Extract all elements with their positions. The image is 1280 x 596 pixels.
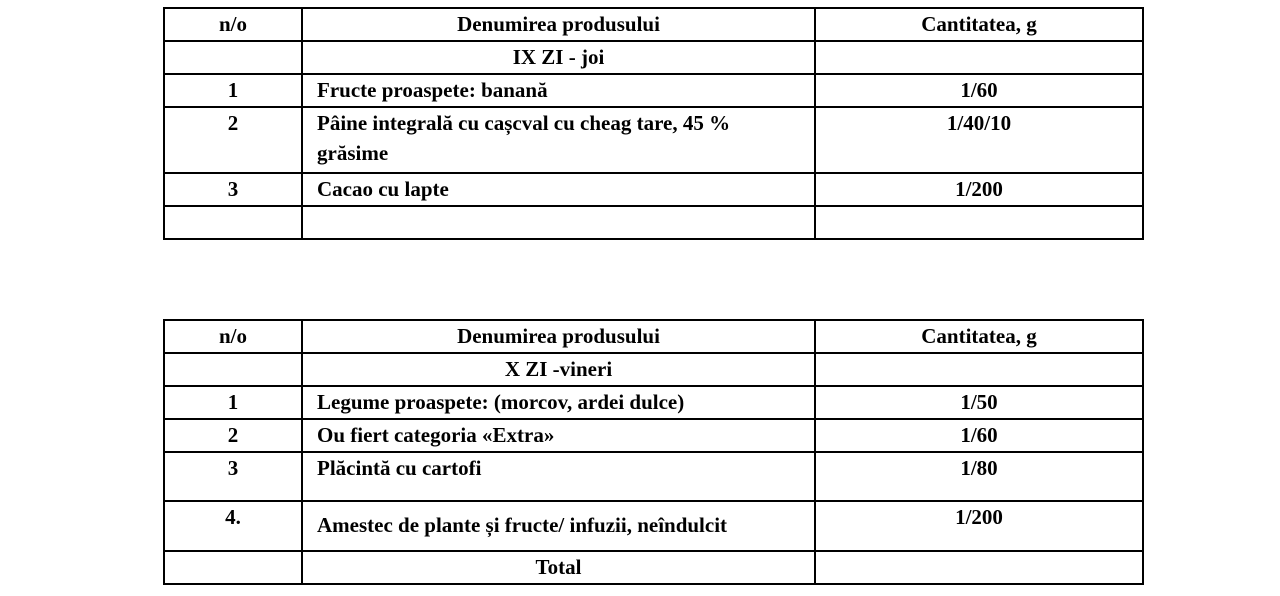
empty-row xyxy=(164,206,1143,239)
row-product-name: Amestec de plante și fructe/ infuzii, neîndulcit xyxy=(302,501,815,551)
row-quantity: 1/80 xyxy=(815,452,1143,501)
table-row xyxy=(164,173,1143,206)
row-product-name: Plăcintă cu cartofi xyxy=(302,452,815,501)
day-row xyxy=(164,353,1143,386)
day-label: IX ZI - joi xyxy=(302,41,815,74)
row-nr: 3 xyxy=(164,173,302,206)
total-row xyxy=(164,551,1143,584)
row-nr: 2 xyxy=(164,107,302,173)
header-quantity: Cantitatea, g xyxy=(815,320,1143,353)
table-header-row xyxy=(164,8,1143,41)
row-nr: 1 xyxy=(164,386,302,419)
row-nr: 2 xyxy=(164,419,302,452)
row-quantity: 1/60 xyxy=(815,74,1143,107)
day-label: X ZI -vineri xyxy=(302,353,815,386)
table-row xyxy=(164,501,1143,551)
menu-table-day-10 xyxy=(163,319,1144,585)
row-product-name: Pâine integrală cu cașcval cu cheag tare, 45 % grăsime xyxy=(302,107,815,173)
header-product-name: Denumirea produsului xyxy=(302,8,815,41)
table-header-row xyxy=(164,320,1143,353)
table-row xyxy=(164,419,1143,452)
header-nr: n/o xyxy=(164,320,302,353)
row-quantity: 1/60 xyxy=(815,419,1143,452)
row-product-name: Ou fiert categoria «Extra» xyxy=(302,419,815,452)
row-product-name: Fructe proaspete: banană xyxy=(302,74,815,107)
row-nr: 1 xyxy=(164,74,302,107)
row-nr: 4. xyxy=(164,501,302,551)
header-quantity: Cantitatea, g xyxy=(815,8,1143,41)
header-nr: n/o xyxy=(164,8,302,41)
row-nr: 3 xyxy=(164,452,302,501)
row-quantity: 1/200 xyxy=(815,501,1143,551)
row-product-name: Cacao cu lapte xyxy=(302,173,815,206)
table-row xyxy=(164,386,1143,419)
table-row xyxy=(164,74,1143,107)
total-label: Total xyxy=(302,551,815,584)
menu-table-day-9 xyxy=(163,7,1144,240)
row-quantity: 1/50 xyxy=(815,386,1143,419)
day-row xyxy=(164,41,1143,74)
row-quantity: 1/200 xyxy=(815,173,1143,206)
row-quantity: 1/40/10 xyxy=(815,107,1143,173)
table-row xyxy=(164,107,1143,173)
header-product-name: Denumirea produsului xyxy=(302,320,815,353)
table-row xyxy=(164,452,1143,501)
row-product-name: Legume proaspete: (morcov, ardei dulce) xyxy=(302,386,815,419)
